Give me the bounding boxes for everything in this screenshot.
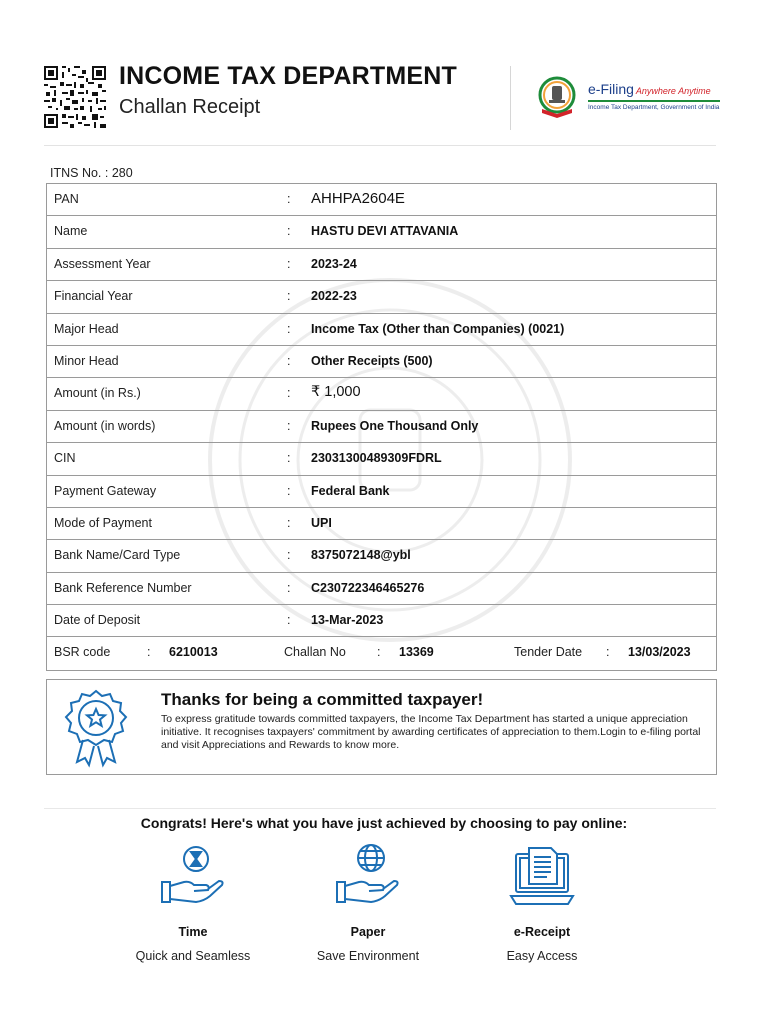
- row-value: 23031300489309FDRL: [311, 451, 442, 466]
- row-value: 2022-23: [311, 289, 357, 304]
- row-colon: :: [287, 353, 291, 368]
- challan-details-table: [46, 183, 717, 671]
- table-row-amount: [47, 378, 716, 410]
- row-colon: :: [287, 418, 291, 433]
- table-row-pan: [47, 184, 716, 216]
- qr-code-icon: [44, 66, 106, 128]
- congrats-heading: Congrats! Here's what you have just achieved by choosing to pay online:: [140, 815, 628, 831]
- row-value: 2023-24: [311, 256, 357, 271]
- row-colon: :: [287, 192, 291, 206]
- table-row-bank-reference: [47, 573, 716, 605]
- table-row-amount-words: [47, 411, 716, 443]
- row-colon: :: [287, 289, 291, 304]
- computer-document-icon: [507, 842, 577, 910]
- section-separator: [44, 808, 716, 809]
- header-separator: [44, 145, 716, 146]
- table-row-major-head: [47, 314, 716, 346]
- row-value: C230722346465276: [311, 580, 425, 595]
- thanks-body: To express gratitude towards committed taxpayers, the Income Tax Department has started a unique appreciation initiative. It recognises taxpayers' commitment by awarding certificates of appreciation to them.Login to e-filing portal and visit Appreciations and Rewards to know more.: [161, 713, 701, 751]
- row-label: Bank Reference Number: [54, 580, 192, 595]
- row-value: HASTU DEVI ATTAVANIA: [311, 224, 459, 239]
- table-row-date-of-deposit: [47, 605, 716, 637]
- benefit-desc: Quick and Seamless: [135, 949, 251, 963]
- logo-rule: [588, 100, 720, 102]
- row-value: AHHPA2604E: [311, 190, 405, 207]
- efiling-subtitle: Income Tax Department, Government of India: [588, 104, 720, 111]
- row-label: Minor Head: [54, 353, 119, 368]
- row-label: Assessment Year: [54, 256, 151, 271]
- row-colon: :: [287, 548, 291, 563]
- table-row-bsr: [47, 637, 716, 669]
- table-row-name: [47, 216, 716, 248]
- row-value: ₹ 1,000: [311, 384, 361, 401]
- header: [44, 62, 720, 134]
- table-row-cin: [47, 443, 716, 475]
- table-row-mode-of-payment: [47, 508, 716, 540]
- hand-hourglass-icon: [158, 842, 228, 910]
- table-row-assessment-year: [47, 249, 716, 281]
- row-colon: :: [287, 256, 291, 271]
- row-colon: :: [287, 613, 291, 628]
- efiling-wordmark: [588, 81, 711, 97]
- row-value: Other Receipts (500): [311, 353, 433, 368]
- emblem-icon: [536, 76, 578, 118]
- bsr-colon: :: [147, 645, 151, 660]
- table-row-bank-name: [47, 540, 716, 572]
- row-label: Payment Gateway: [54, 483, 157, 498]
- challan-no-label: Challan No: [284, 645, 346, 660]
- row-label: Major Head: [54, 321, 119, 336]
- benefit-desc: Easy Access: [506, 949, 578, 963]
- tender-date-value: 13/03/2023: [628, 645, 691, 660]
- benefit-name: e-Receipt: [513, 925, 571, 939]
- benefit-desc: Save Environment: [316, 949, 420, 963]
- row-colon: :: [287, 451, 291, 466]
- row-label: PAN: [54, 192, 79, 206]
- row-label: Mode of Payment: [54, 515, 152, 530]
- itns-number: ITNS No. : 280: [50, 166, 133, 180]
- tender-date-label: Tender Date: [514, 645, 583, 660]
- table-row-financial-year: [47, 281, 716, 313]
- efiling-logo: [536, 76, 726, 118]
- benefit-paper: [293, 842, 443, 963]
- header-divider: [510, 66, 511, 130]
- row-colon: :: [287, 483, 291, 498]
- row-colon: :: [287, 580, 291, 595]
- thanks-title: Thanks for being a committed taxpayer!: [161, 690, 484, 709]
- row-label: Date of Deposit: [54, 613, 141, 628]
- bsr-code-label: BSR code: [54, 645, 111, 660]
- award-badge-icon: [63, 688, 129, 768]
- benefit-ereceipt: [467, 842, 617, 963]
- row-colon: :: [287, 321, 291, 336]
- row-colon: :: [287, 224, 291, 239]
- challan-colon: :: [377, 645, 381, 660]
- efiling-tagline: Anywhere Anytime: [635, 86, 711, 96]
- challan-no-value: 13369: [399, 645, 434, 660]
- row-value: 13-Mar-2023: [311, 613, 384, 628]
- benefit-time: [118, 842, 268, 963]
- benefit-name: Paper: [350, 925, 386, 939]
- row-colon: :: [287, 386, 291, 401]
- row-label: Amount (in words): [54, 418, 156, 433]
- row-colon: :: [287, 515, 291, 530]
- row-value: 8375072148@ybl: [311, 548, 411, 563]
- tender-colon: :: [606, 645, 610, 660]
- bsr-code-value: 6210013: [169, 645, 218, 660]
- table-row-minor-head: [47, 346, 716, 378]
- hand-globe-icon: [333, 842, 403, 910]
- row-value: Federal Bank: [311, 483, 390, 498]
- row-label: Financial Year: [54, 289, 133, 304]
- row-value: Rupees One Thousand Only: [311, 418, 479, 433]
- taxpayer-thanks-box: [46, 679, 717, 775]
- page-title: INCOME TAX DEPARTMENT: [119, 62, 457, 90]
- row-value: Income Tax (Other than Companies) (0021): [311, 321, 565, 336]
- row-label: Amount (in Rs.): [54, 386, 141, 401]
- row-label: Bank Name/Card Type: [54, 548, 181, 563]
- row-value: UPI: [311, 515, 332, 530]
- table-row-payment-gateway: [47, 476, 716, 508]
- efiling-name: e-Filing: [588, 81, 634, 97]
- row-label: CIN: [54, 451, 76, 466]
- page-subtitle: Challan Receipt: [119, 96, 261, 118]
- row-label: Name: [54, 224, 88, 239]
- benefit-name: Time: [178, 925, 208, 939]
